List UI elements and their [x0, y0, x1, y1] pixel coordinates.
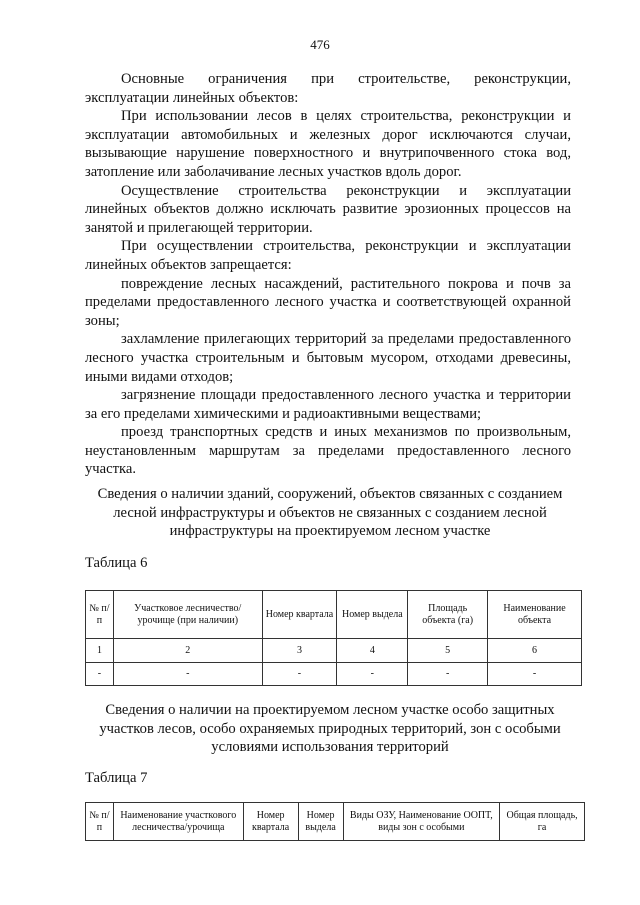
- paragraph: загрязнение площади предоставленного лесного участка и территории за его пределами химическими и радиоактивными веществами;: [85, 387, 571, 422]
- paragraph: Осуществление строительства реконструкции и эксплуатации линейных объектов должно исключать развитие эрозионных процессов на занятой и прилегающей территории.: [85, 182, 571, 236]
- paragraph: При использовании лесов в целях строительства, реконструкции и эксплуатации автомобильных и железных дорог исключаются случаи, вызывающие нарушение поверхностного и внутрипочвенного стока вод, затопление или заболачивание лесных участков вдоль дорог.: [85, 108, 571, 180]
- header-cell: Общая площадь, га: [500, 803, 585, 841]
- table-row: [86, 663, 582, 686]
- section-heading-buildings: Сведения о наличии зданий, сооружений, объектов связанных с созданием лесной инфраструктуры и объектов не связанных с созданием лесной инфраструктуры на проектируемом лесном участке: [97, 486, 563, 540]
- header-cell: Наименование объекта: [488, 591, 582, 639]
- paragraph: захламление прилегающих территорий за пределами предоставленного лесного участка строительным и бытовым мусором, отходами древесины, иными видами отходов;: [85, 331, 571, 385]
- cell: -: [408, 663, 488, 686]
- paragraph: Основные ограничения при строительстве, реконструкции, эксплуатации линейных объектов:: [85, 71, 571, 106]
- cell: -: [86, 663, 114, 686]
- paragraph: повреждение лесных насаждений, растительного покрова и почв за пределами предоставленного лесного участка и соответствующей охранной зоны;: [85, 275, 571, 329]
- table-row: [86, 639, 582, 663]
- header-cell: Номер выдела: [298, 803, 343, 841]
- cell: -: [262, 663, 337, 686]
- header-cell: Номер квартала: [262, 591, 337, 639]
- table-7-label: Таблица 7: [85, 770, 148, 786]
- section-heading-protected-areas: Сведения о наличии на проектируемом лесном участке особо защитных участков лесов, особо охраняемых природных территорий, зон с особыми условиями использования территорий: [99, 702, 561, 756]
- header-cell: Участковое лесничество/урочище (при наличии): [113, 591, 262, 639]
- cell: -: [488, 663, 582, 686]
- cell: 6: [488, 639, 582, 663]
- cell: 5: [408, 639, 488, 663]
- table-6-label: Таблица 6: [85, 555, 148, 571]
- cell: 2: [113, 639, 262, 663]
- header-cell: Номер квартала: [243, 803, 298, 841]
- table-header-row: [86, 803, 585, 841]
- header-cell: Виды ОЗУ, Наименование ООПТ, виды зон с особыми: [343, 803, 500, 841]
- paragraph: При осуществлении строительства, реконструкции и эксплуатации линейных объектов запрещается:: [85, 238, 571, 273]
- cell: 1: [86, 639, 114, 663]
- table-6: [85, 590, 582, 686]
- cell: 4: [337, 639, 408, 663]
- header-cell: Номер выдела: [337, 591, 408, 639]
- header-cell: № п/п: [86, 803, 114, 841]
- paragraph: проезд транспортных средств и иных механизмов по произвольным, неустановленным маршрутам за пределами предоставленного лесного участка.: [85, 424, 571, 478]
- header-cell: Площадь объекта (га): [408, 591, 488, 639]
- cell: -: [113, 663, 262, 686]
- header-cell: Наименование участкового лесничества/урочища: [113, 803, 243, 841]
- cell: -: [337, 663, 408, 686]
- header-cell: № п/п: [86, 591, 114, 639]
- table-7: [85, 802, 585, 841]
- table-header-row: [86, 591, 582, 639]
- cell: 3: [262, 639, 337, 663]
- page-number: 476: [310, 37, 330, 52]
- body-text: [85, 70, 571, 479]
